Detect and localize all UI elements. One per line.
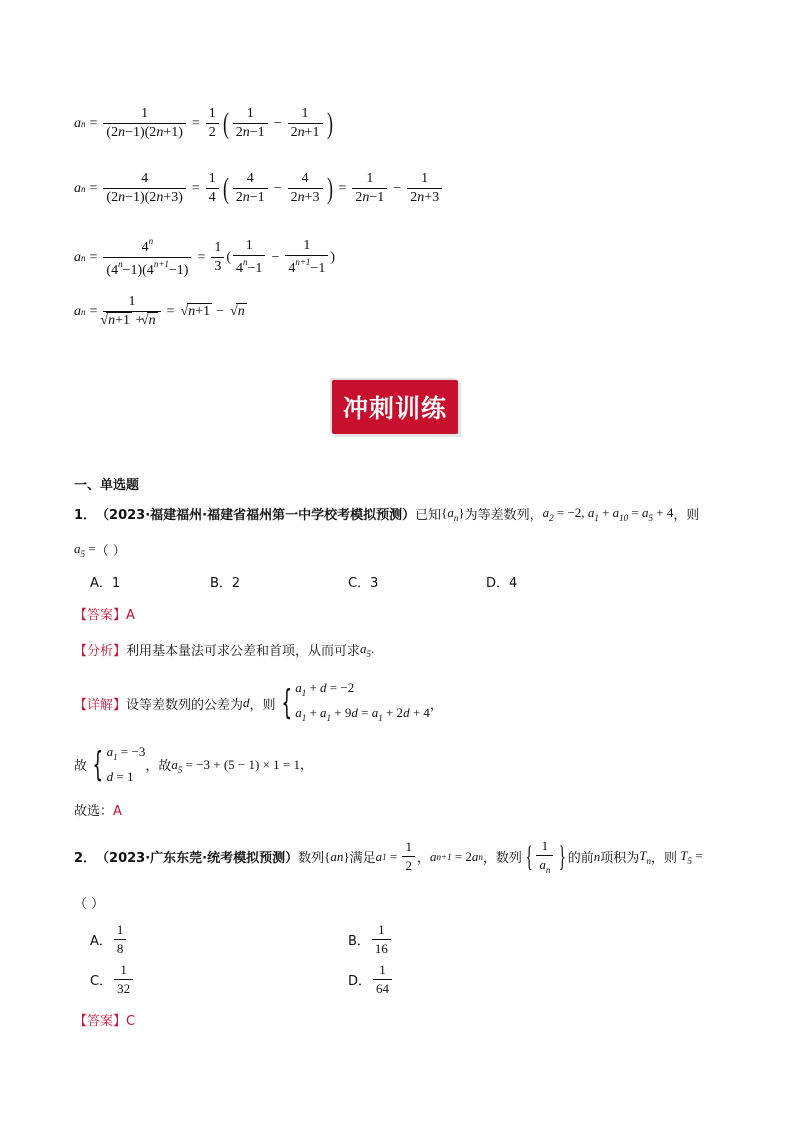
- q1-blank: （ ）: [95, 544, 126, 559]
- q2-option-a-num: 1: [116, 922, 124, 937]
- q1-choose-value: A: [113, 804, 122, 819]
- q2-stem-text4: 的前: [567, 851, 594, 866]
- q2-stem-text3: ，数列: [482, 851, 522, 866]
- q1-detail-label: 【详解】: [74, 697, 127, 713]
- q1-analysis: 【分析】 利用基本量法可求公差和首项，从而可求 $a_5$.: [74, 640, 375, 659]
- q2-stem: 2． （2023·广东东莞·统考模拟预测） 数列 {an} 满足 a 1 = $\frac{1}{2}$ ， a n+1 = 2 a n ，数列 { $\frac{1}{a_n}$ } 的前 n 项积为 $T_n$ ，则 $T_5$ =: [74, 838, 703, 875]
- q2-stem-text: 数列: [298, 851, 325, 866]
- q1-therefore-text: 故: [74, 759, 88, 774]
- q1-source: （2023·福建福州·福建省福州第一中学校考模拟预测）: [96, 508, 416, 523]
- q2-option-a: [90, 922, 128, 957]
- q1-analysis-text: 利用基本量法可求公差和首项，从而可求: [126, 644, 361, 659]
- q1-analysis-label: 【分析】: [74, 644, 127, 659]
- q1-option-b: B．2: [210, 576, 241, 591]
- q1-stem: 1． （2023·福建福州·福建省福州第一中学校考模拟预测） 已知 $\{a_n\}$ 为等差数列， $a_2 = -2$, $a_1 + a_{10} = a_5 + 4$ ，则: [74, 504, 700, 523]
- q1-stem-text: 已知: [415, 508, 442, 523]
- q1-number: 1．: [74, 508, 97, 523]
- q2-option-d-num: 1: [379, 962, 386, 977]
- q2-answer: [74, 1010, 135, 1029]
- formula-3: a n = $\frac{4^n}{(4^n-1)(4^{n+1}-1)}$ = $\frac{1}{3}$ ( $\frac{1}{4^n-1}$ − $\frac{1}{4^{n+1}-1}$ ): [74, 236, 335, 278]
- q2-source: （2023·广东东莞·统考模拟预测）: [96, 851, 299, 866]
- q1-stem-line2: $a_5$ = （ ）: [74, 540, 126, 559]
- q2-option-d-den: 64: [373, 979, 392, 997]
- q2-option-c-label: C．: [90, 974, 113, 989]
- q2-option-d-label: D．: [348, 974, 372, 989]
- q2-option-a-den: 8: [114, 939, 127, 957]
- q2-option-c-num: 1: [120, 962, 127, 977]
- q2-stem-text5: 项积为: [600, 851, 640, 866]
- q1-option-d: D．4: [486, 576, 518, 591]
- q2-option-b-num: 1: [378, 922, 385, 937]
- q1-choose-label: 故选：: [74, 804, 114, 819]
- banner-sprint-training: [332, 380, 458, 434]
- q1-therefore: 故 { $a_1 = -3$ d = 1 ，故 $a_5 = -3 + (5 - 1) \times 1 = 1$，: [74, 744, 313, 785]
- q1-option-c: C．3: [348, 576, 379, 591]
- q2-answer-value: C: [126, 1014, 136, 1029]
- q1-therefore-text2: ，故: [145, 759, 172, 774]
- q2-option-c-den: 32: [114, 979, 133, 997]
- q1-answer-value: A: [126, 608, 135, 623]
- q2-option-d: [348, 962, 394, 997]
- formula-2: a n = $\frac{4}{(2n-1)(2n+3)}$ = $\frac{1}{4}$ ( $\frac{4}{2n-1}$ − $\frac{4}{2n+3}$ ) = $\frac{1}{2n-1}$ − $\frac{1}{2n+3}$: [74, 171, 444, 206]
- q2-number: 2．: [74, 851, 97, 866]
- formula-4: a n = 1 √ n+1 + √ n = √ n+1 − √ n: [74, 294, 247, 329]
- q1-option-a: A．1: [90, 576, 121, 591]
- q1-detail-text2: ，则: [249, 697, 276, 713]
- section-heading: 一、单选题: [74, 478, 140, 493]
- q1-stem-text2: 为等差数列，: [464, 508, 543, 523]
- q2-stem-text6: ，则: [651, 851, 678, 866]
- q2-answer-label: 【答案】: [74, 1014, 127, 1029]
- formula-1: a n = $\frac{1}{(2n-1)(2n+1)}$ = $\frac{1}{2}$ ( $\frac{1}{2n-1}$ − $\frac{1}{2n+1}$ ): [74, 106, 333, 140]
- q2-stem-text2: 满足: [349, 851, 376, 866]
- q1-detail-text: 设等差数列的公差为: [126, 697, 244, 713]
- q2-option-b-den: 16: [372, 939, 391, 957]
- q2-option-a-label: A．: [90, 934, 112, 949]
- q2-option-b: [348, 922, 393, 957]
- q1-stem-text3: ，则: [673, 508, 700, 523]
- banner-title: 冲刺训练: [342, 394, 447, 423]
- q1-answer: [74, 604, 135, 623]
- q1-answer-label: 【答案】: [74, 608, 127, 623]
- q1-detail: 【详解】 设等差数列的公差为 d ，则 { $a_1 + d = -2$ $a_1 + a_1 + 9d = a_1 + 2d + 4$ ，: [74, 680, 443, 723]
- q2-option-c: [90, 962, 135, 997]
- q1-choose: [74, 800, 122, 819]
- q2-blank: （ ）: [74, 897, 105, 912]
- q2-option-b-label: B．: [348, 934, 370, 949]
